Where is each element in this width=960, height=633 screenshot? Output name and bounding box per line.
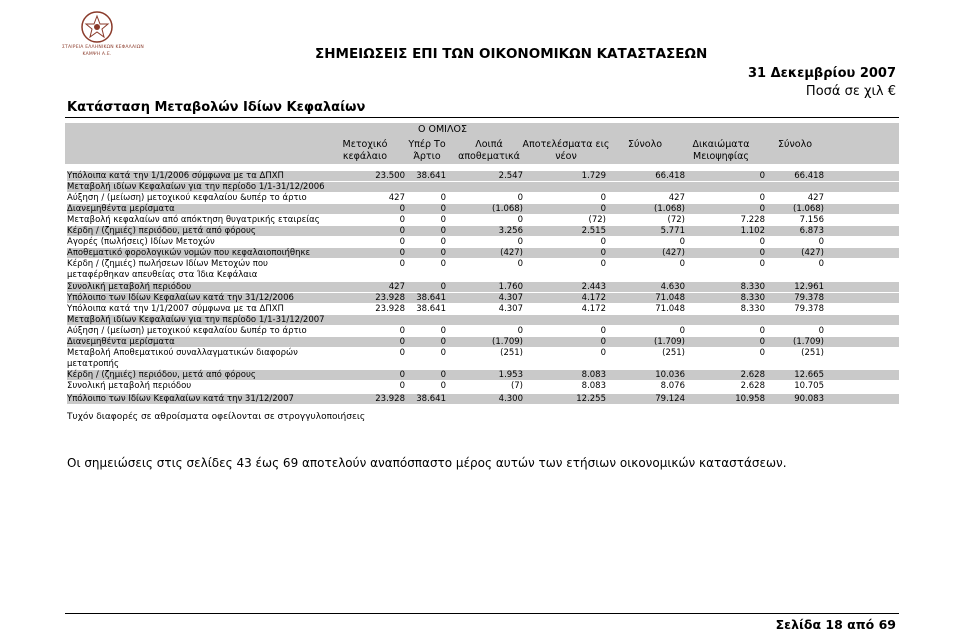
row-label: Μεταβολή ιδίων Κεφαλαίων για την περίοδο 1/1-31/12/2006 (67, 182, 325, 192)
cell-value: 12.255 (576, 394, 606, 404)
cell-value: 6.873 (799, 226, 824, 236)
row-label: Κέρδη / (ζημιές) πωλήσεων Ιδίων Μετοχών που (67, 259, 268, 269)
cell-value: (427) (662, 248, 685, 258)
cell-value: 2.547 (498, 171, 523, 181)
table-row (67, 381, 899, 391)
cell-value: 38.641 (416, 304, 446, 314)
cell-value: 4.630 (660, 282, 685, 292)
table-row (67, 337, 899, 347)
cell-value: 0 (818, 326, 824, 336)
cell-value: 0 (818, 259, 824, 269)
logo-caption-line1: ΣΤΑΙΡΕΙΑ ΕΛΛΗΝΙΚΩΝ ΚΕΦΑΛΑΙΩΝ (62, 45, 144, 50)
cell-value: 5.771 (660, 226, 685, 236)
cell-value: 0 (600, 248, 606, 258)
cell-value: 10.705 (794, 381, 824, 391)
table-row (67, 348, 899, 358)
column-header (521, 139, 611, 163)
cell-value: 0 (440, 215, 446, 225)
column-header (750, 139, 840, 151)
table-row (67, 359, 899, 369)
cell-value: 10.036 (655, 370, 685, 380)
row-label: μεταφέρθηκαν απευθείας στα Ίδια Κεφάλαια (67, 270, 258, 280)
row-label: Υπόλοιπα κατά την 1/1/2006 σύμφωνα με τα ΔΠΧΠ (67, 171, 284, 181)
row-label: Υπόλοιπο των Ιδίων Κεφαλαίων κατά την 31/12/2006 (67, 293, 294, 303)
cell-value: 2.628 (740, 370, 765, 380)
cell-value: 4.300 (498, 394, 523, 404)
cell-value: (72) (667, 215, 685, 225)
cell-value: 12.961 (794, 282, 824, 292)
column-header-line1: Σύνολο (777, 139, 813, 150)
row-label: Αποθεματικό φορολογικών νομών που κεφαλαιοποιήθηκε (67, 248, 311, 258)
cell-value: (1.709) (793, 337, 824, 347)
header-divider (65, 117, 899, 118)
cell-value: (72) (588, 215, 606, 225)
table-row (67, 304, 899, 314)
cell-value: 1.760 (498, 282, 523, 292)
cell-value: 427 (388, 193, 405, 203)
cell-value: 4.307 (498, 304, 523, 314)
column-header-line1: Δικαιώματα (692, 139, 750, 150)
cell-value: (427) (801, 248, 824, 258)
column-header-line2: νέον (555, 151, 577, 162)
row-label: Μεταβολή Αποθεματικού συναλλαγματικών διαφορών (67, 348, 298, 358)
column-header-line2: Μειοψηφίας (693, 151, 749, 162)
cell-value: 0 (600, 259, 606, 269)
cell-value: 0 (759, 337, 765, 347)
cell-value: 0 (440, 348, 446, 358)
cell-value: 0 (517, 215, 523, 225)
cell-value: 71.048 (655, 293, 685, 303)
company-logo (62, 10, 144, 65)
cell-value: 0 (399, 348, 405, 358)
cell-value: 0 (679, 237, 685, 247)
cell-value: 0 (600, 204, 606, 214)
table-row (67, 193, 899, 203)
cell-value: 0 (399, 370, 405, 380)
cell-value: 0 (759, 259, 765, 269)
cell-value: 2.443 (581, 282, 606, 292)
row-label: Κέρδη / (ζημιές) περιόδου, μετά από φόρους (67, 370, 256, 380)
row-label: Συνολική μεταβολή περιόδου (67, 381, 192, 391)
cell-value: 79.378 (794, 293, 824, 303)
column-header-line2: Άρτιο (413, 151, 441, 162)
footer-divider (65, 613, 899, 614)
cell-value: 0 (440, 193, 446, 203)
table-row (67, 315, 899, 325)
row-label: Συνολική μεταβολή περιόδου (67, 282, 192, 292)
cell-value: 0 (679, 259, 685, 269)
cell-value: 71.048 (655, 304, 685, 314)
cell-value: 79.124 (655, 394, 685, 404)
document-title: ΣΗΜΕΙΩΣΕΙΣ ΕΠΙ ΤΩΝ ΟΙΚΟΝΟΜΙΚΩΝ ΚΑΤΑΣΤΑΣΕΩΝ (315, 46, 708, 62)
table-row (67, 248, 899, 258)
cell-value: 427 (388, 282, 405, 292)
cell-value: (1.068) (492, 204, 523, 214)
cell-value: 7.156 (799, 215, 824, 225)
cell-value: 0 (440, 248, 446, 258)
table-row (67, 394, 899, 404)
table-row (67, 326, 899, 336)
column-header-line1: Σύνολο (627, 139, 663, 150)
cell-value: (251) (801, 348, 824, 358)
cell-value: 0 (440, 370, 446, 380)
footnote: Οι σημειώσεις στις σελίδες 43 έως 69 αποτελούν αναπόσπαστο μέρος αυτών των ετήσιων οικονομικών καταστάσεων. (67, 456, 787, 470)
cell-value: 0 (399, 259, 405, 269)
row-label: Αγορές (πωλήσεις) Ιδίων Μετοχών (67, 237, 215, 247)
cell-value: 4.172 (581, 293, 606, 303)
cell-value: 0 (600, 348, 606, 358)
row-label: Υπόλοιπα κατά την 1/1/2007 σύμφωνα με τα ΔΠΧΠ (67, 304, 284, 314)
cell-value: 10.958 (735, 394, 765, 404)
row-label: μετατροπής (67, 359, 119, 369)
row-label: Κέρδη / (ζημιές) περιόδου, μετά από φόρους (67, 226, 256, 236)
cell-value: 0 (517, 237, 523, 247)
row-label: Υπόλοιπο των Ιδίων Κεφαλαίων κατά την 31/12/2007 (67, 394, 294, 404)
cell-value: 0 (399, 326, 405, 336)
cell-value: 38.641 (416, 394, 446, 404)
cell-value: 4.172 (581, 304, 606, 314)
table-row (67, 182, 899, 192)
cell-value: 427 (668, 193, 685, 203)
cell-value: (1.709) (492, 337, 523, 347)
report-date: 31 Δεκεμβρίου 2007 (747, 66, 896, 81)
column-header-line1: Υπέρ Το (408, 139, 446, 150)
cell-value: 0 (440, 259, 446, 269)
column-header-line1: Μετοχικό (342, 139, 388, 150)
table-row (67, 226, 899, 236)
cell-value: 8.083 (581, 381, 606, 391)
cell-value: 2.628 (740, 381, 765, 391)
cell-value: 0 (600, 193, 606, 203)
page-number: Σελίδα 18 από 69 (775, 617, 896, 632)
cell-value: 0 (399, 381, 405, 391)
cell-value: 79.378 (794, 304, 824, 314)
cell-value: 0 (600, 326, 606, 336)
cell-value: 0 (399, 248, 405, 258)
cell-value: 8.330 (740, 293, 765, 303)
cell-value: 0 (399, 237, 405, 247)
row-label: Μεταβολή ιδίων Κεφαλαίων για την περίοδο 1/1-31/12/2007 (67, 315, 325, 325)
cell-value: 0 (818, 237, 824, 247)
cell-value: 8.330 (740, 304, 765, 314)
rounding-note: Τυχόν διαφορές σε αθροίσματα οφείλονται σε στρογγυλοποιήσεις (67, 412, 366, 422)
column-header-line2: κεφάλαιο (342, 151, 388, 162)
row-label: Αύξηση / (μείωση) μετοχικού κεφαλαίου &υπέρ το άρτιο (67, 193, 307, 203)
cell-value: 4.307 (498, 293, 523, 303)
cell-value: 8.330 (740, 282, 765, 292)
column-header-line1: Αποτελέσματα εις (522, 139, 610, 150)
cell-value: 23.928 (375, 293, 405, 303)
cell-value: 0 (440, 237, 446, 247)
cell-value: 0 (517, 326, 523, 336)
table-row (67, 370, 899, 380)
logo-caption-line2: ΚΑΜΨΗ Α.Ε. (82, 52, 112, 57)
table-row (67, 171, 899, 181)
cell-value: 0 (440, 282, 446, 292)
cell-value: 0 (399, 226, 405, 236)
table-row (67, 215, 899, 225)
cell-value: 0 (440, 226, 446, 236)
cell-value: 0 (399, 337, 405, 347)
cell-value: 0 (759, 248, 765, 258)
cell-value: 7.228 (740, 215, 765, 225)
cell-value: 0 (440, 337, 446, 347)
cell-value: 12.665 (794, 370, 824, 380)
cell-value: 0 (399, 204, 405, 214)
cell-value: 90.083 (794, 394, 824, 404)
cell-value: 0 (759, 204, 765, 214)
cell-value: (251) (662, 348, 685, 358)
cell-value: (1.068) (793, 204, 824, 214)
cell-value: 0 (517, 193, 523, 203)
cell-value: 0 (440, 381, 446, 391)
cell-value: (7) (510, 381, 523, 391)
cell-value: 0 (759, 237, 765, 247)
cell-value: (427) (500, 248, 523, 258)
cell-value: 38.641 (416, 171, 446, 181)
row-label: Μεταβολή κεφαλαίων από απόκτηση θυγατρικής εταιρείας (67, 215, 320, 225)
cell-value: 1.953 (498, 370, 523, 380)
cell-value: 8.083 (581, 370, 606, 380)
cell-value: 0 (759, 326, 765, 336)
cell-value: (1.068) (654, 204, 685, 214)
cell-value: 0 (399, 215, 405, 225)
cell-value: 1.102 (740, 226, 765, 236)
cell-value: 0 (517, 259, 523, 269)
currency-note: Ποσά σε χιλ € (805, 84, 896, 99)
cell-value: 0 (679, 326, 685, 336)
cell-value: 0 (759, 193, 765, 203)
cell-value: 427 (807, 193, 824, 203)
cell-value: (1.709) (654, 337, 685, 347)
cell-value: 1.729 (581, 171, 606, 181)
section-title: Κατάσταση Μεταβολών Ιδίων Κεφαλαίων (67, 100, 366, 115)
column-header-line1: Λοιπά (475, 139, 503, 150)
cell-value: 23.500 (375, 171, 405, 181)
cell-value: 0 (759, 171, 765, 181)
cell-value: 23.928 (375, 304, 405, 314)
cell-value: 0 (440, 326, 446, 336)
row-label: Διανεμηθέντα μερίσματα (67, 204, 175, 214)
table-row (67, 293, 899, 303)
row-label: Διανεμηθέντα μερίσματα (67, 337, 175, 347)
table-row (67, 270, 899, 280)
cell-value: 0 (440, 204, 446, 214)
row-label: Αύξηση / (μείωση) μετοχικού κεφαλαίου &υπέρ το άρτιο (67, 326, 307, 336)
cell-value: 66.418 (794, 171, 824, 181)
cell-value: (251) (500, 348, 523, 358)
cell-value: 66.418 (655, 171, 685, 181)
table-row (67, 282, 899, 292)
group-header: Ο ΟΜΙΛΟΣ (418, 124, 467, 135)
table-row (67, 237, 899, 247)
column-header-line2: αποθεματικά (458, 151, 520, 162)
table-row (67, 204, 899, 214)
cell-value: 0 (759, 348, 765, 358)
cell-value: 3.256 (498, 226, 523, 236)
cell-value: 8.076 (660, 381, 685, 391)
table-row (67, 259, 899, 269)
cell-value: 38.641 (416, 293, 446, 303)
logo-emblem-icon (80, 10, 114, 44)
cell-value: 23.928 (375, 394, 405, 404)
cell-value: 0 (600, 337, 606, 347)
cell-value: 2.515 (581, 226, 606, 236)
cell-value: 0 (600, 237, 606, 247)
